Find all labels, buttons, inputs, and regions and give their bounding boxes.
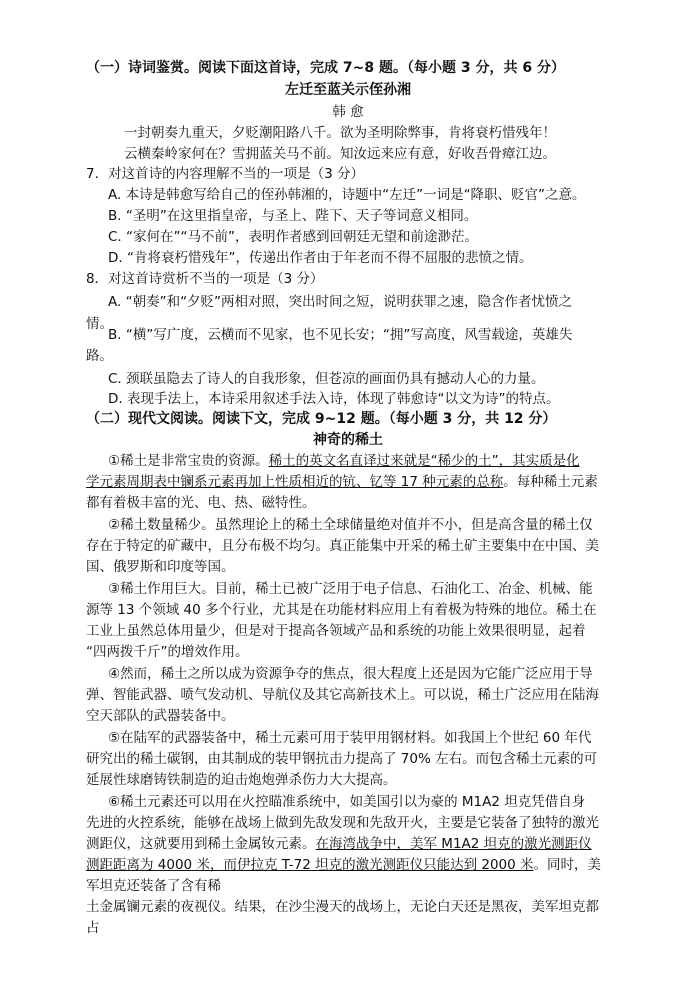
q7-option-a: A. 本诗是韩愈写给自己的侄孙韩湘的，诗题中“左迁”一词是“降职、贬官”之意。 [108,187,586,203]
para2-line2: 存在于特定的矿藏中，且分布极不均匀。真正能集中开采的稀土矿主要集中在中国、美 [86,538,599,554]
para3-line2: 源等 13 个领域 40 多个行业，尤其是在功能材料应用上有着极为特殊的地位。稀土在 [86,602,597,618]
poem-line-2: 云横秦岭家何在？雪拥蓝关马不前。知汝远来应有意，好收吾骨瘴江边。 [124,146,556,162]
para6-line4: 测距距离为 4000 米，而伊拉克 T-72 坦克的激光测距仪只能达到 2000 米。同时，美 [86,857,602,873]
para2-line1: ②稀土数量稀少。虽然理论上的稀土全球储量绝对值并不小，但是高含量的稀土仅 [108,517,593,533]
section2-heading: （二）现代文阅读。阅读下文，完成 9~12 题。（每小题 3 分，共 12 分） [86,411,557,427]
para6-line1: ⑥稀土元素还可以用在火控瞄准系统中，如美国引以为豪的 M1A2 坦克凭借自身 [108,794,586,810]
q8-option-b-line2: 路。 [86,348,113,364]
para3-line4: “四两拨千斤”的增效作用。 [86,644,249,660]
q7-stem: 7．对这首诗的内容理解不当的一项是（3 分） [86,166,364,182]
para1-line1: ①稀土是非常宝贵的资源。稀土的英文名直译过来就是“稀少的土”，其实质是化 [108,453,580,469]
q7-option-c: C. “家何在”“马不前”，表明作者感到回朝廷无望和前途渺茫。 [108,229,478,245]
para6-line3: 测距仪，这就要用到稀土金属钕元素。在海湾战争中，美军 M1A2 坦克的激光测距仪 [86,836,592,852]
q8-option-c: C. 颈联虽隐去了诗人的自我形象，但苍凉的画面仍具有撼动人心的力量。 [108,371,545,387]
q8-option-a-line2: 情。 [86,316,113,332]
para1-line2: 学元素周期表中镧系元素再加上性质相近的钪、钇等 17 种元素的总称。每种稀土元素 [86,474,598,490]
poem-author: 韩 愈 [332,104,364,120]
para5-line3: 延展性球磨铸铁制造的迫击炮炮弹杀伤力大大提高。 [86,772,397,788]
para1-line3: 都有着极丰富的光、电、热、磁特性。 [86,495,316,511]
para6-line5: 军坦克还装备了含有稀 [86,878,221,894]
para5-line2: 研究出的稀土碳钢，由其制成的装甲钢抗击力提高了 70% 左右。而包含稀土元素的可 [86,751,598,767]
para3-line1: ③稀土作用巨大。目前，稀土已被广泛用于电子信息、石油化工、冶金、机械、能 [108,581,593,597]
para4-line1: ④然而，稀土之所以成为资源争夺的焦点，很大程度上还是因为它能广泛应用于导 [108,666,593,682]
para6-line7: 占 [86,920,100,936]
para4-line2: 弹、智能武器、喷气发动机、导航仪及其它高新技术上。可以说，稀土广泛应用在陆海 [86,687,599,703]
q8-stem: 8．对这首诗赏析不当的一项是（3 分） [86,271,324,287]
para2-line3: 国、俄罗斯和印度等国。 [86,559,235,575]
para4-line3: 空天部队的武器装备中。 [86,708,235,724]
para6-line6: 土金属镧元素的夜视仪。结果，在沙尘漫天的战场上，无论白天还是黑夜，美军坦克都 [86,899,599,915]
article-title: 神奇的稀土 [313,432,383,448]
para5-line1: ⑤在陆军的武器装备中，稀土元素可用于装甲用钢材料。如我国上个世纪 60 年代 [108,730,592,746]
poem-line-1: 一封朝奏九重天，夕贬潮阳路八千。欲为圣明除弊事，肯将衰朽惜残年！ [124,125,556,141]
section1-heading: （一）诗词鉴赏。阅读下面这首诗，完成 7~8 题。（每小题 3 分，共 6 分） [86,60,565,76]
q8-option-d: D. 表现手法上，本诗采用叙述手法入诗，体现了韩愈诗“以文为诗”的特点。 [108,391,560,407]
q8-option-a-line1: A. “朝奏”和“夕贬”两相对照，突出时间之短，说明获罪之速，隐含作者忧愤之 [108,294,573,310]
poem-title: 左迁至蓝关示侄孙湘 [285,82,411,98]
para6-line2: 先进的火控系统，能够在战场上做到先敌发现和先敌开火，主要是它装备了独特的激光 [86,815,599,831]
para3-line3: 工业上虽然总体用量少，但是对于提高各领域产品和系统的功能上效果很明显，起着 [86,623,586,639]
q7-option-b: B. “圣明”在这里指皇帝，与圣上、陛下、天子等词意义相同。 [108,208,478,224]
q7-option-d: D. “肯将衰朽惜残年”，传递出作者由于年老而不得不屈服的悲愤之情。 [108,250,533,266]
q8-option-b-line1: B. “横”写广度，云横而不见家，也不见长安；“拥”写高度，风雪载途，英雄失 [108,327,573,343]
